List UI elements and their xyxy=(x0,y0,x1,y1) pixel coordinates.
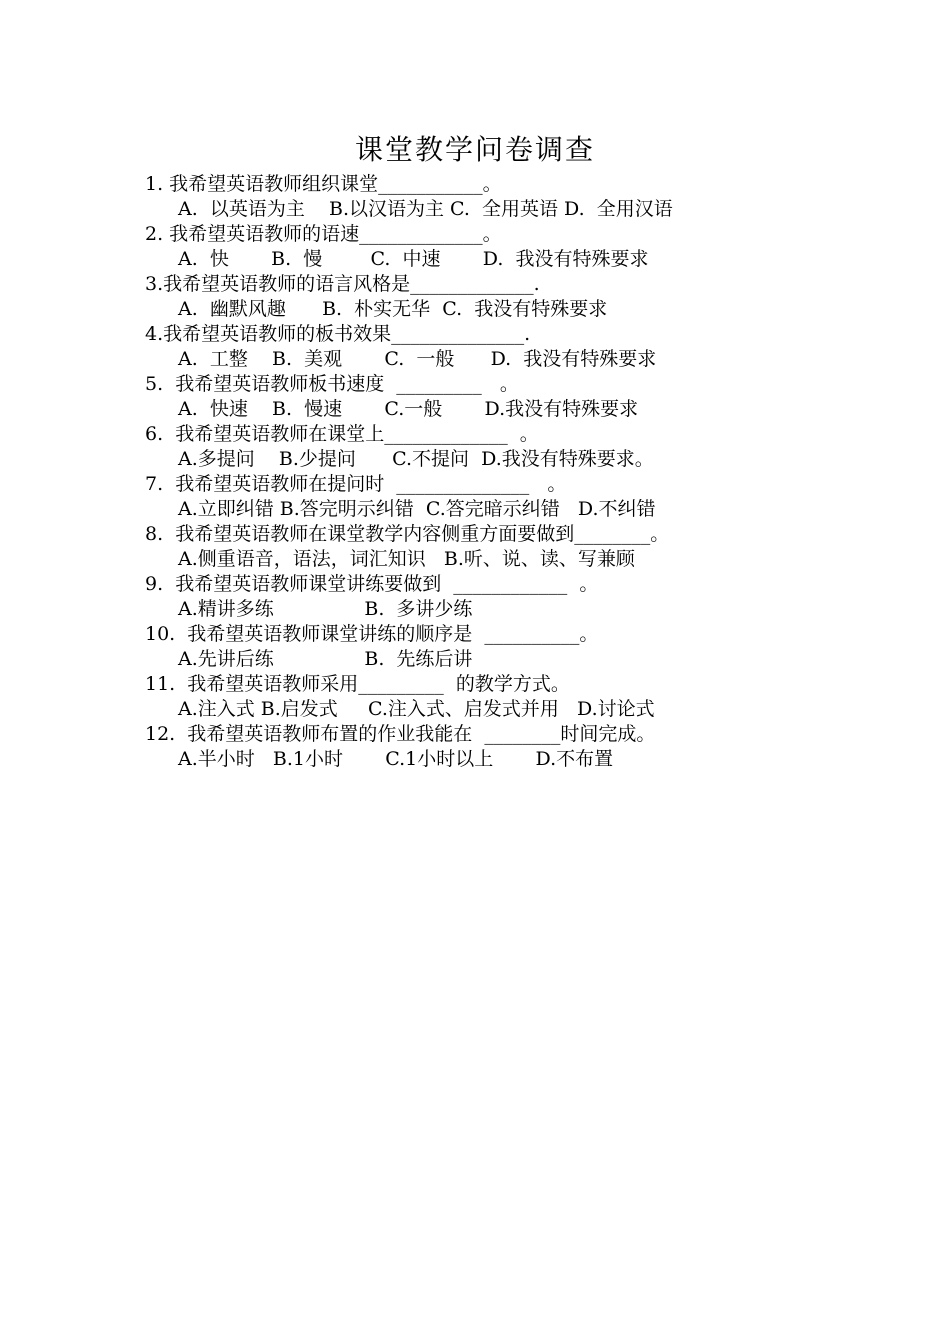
question-options: A. 快 B. 慢 C. 中速 D. 我没有特殊要求 xyxy=(178,248,649,270)
question-options: A.多提问 B.少提问 C.不提问 D.我没有特殊要求。 xyxy=(178,448,654,470)
question-stem: 8. 我希望英语教师在课堂教学内容侧重方面要做到________。 xyxy=(145,523,670,545)
question-stem: 12. 我希望英语教师布置的作业我能在 ________时间完成。 xyxy=(145,723,656,745)
document-title: 课堂教学问卷调查 xyxy=(354,133,595,166)
question-options: A. 幽默风趣 B. 朴实无华 C. 我没有特殊要求 xyxy=(178,298,608,320)
question-stem: 6. 我希望英语教师在课堂上_____________ 。 xyxy=(145,423,539,445)
question-options: A.立即纠错 B.答完明示纠错 C.答完暗示纠错 D.不纠错 xyxy=(178,498,656,520)
question-stem: 2. 我希望英语教师的语速_____________。 xyxy=(145,223,502,245)
question-options: A.先讲后练 B. 先练后讲 xyxy=(178,648,473,670)
question-options: A. 快速 B. 慢速 C.一般 D.我没有特殊要求 xyxy=(178,398,639,420)
question-options: A.注入式 B.启发式 C.注入式、启发式并用 D.讨论式 xyxy=(178,698,655,720)
question-options: A. 工整 B. 美观 C. 一般 D. 我没有特殊要求 xyxy=(178,348,657,370)
question-stem: 1. 我希望英语教师组织课堂___________。 xyxy=(145,173,502,195)
question-stem: 3.我希望英语教师的语言风格是_____________. xyxy=(145,273,540,295)
question-stem: 4.我希望英语教师的板书效果______________. xyxy=(145,323,531,345)
question-stem: 11. 我希望英语教师采用_________ 的教学方式。 xyxy=(145,673,570,695)
question-stem: 10. 我希望英语教师课堂讲练的顺序是 __________。 xyxy=(145,623,599,645)
question-options: A.侧重语音，语法，词汇知识 B.听、说、读、写兼顾 xyxy=(178,548,635,570)
question-stem: 9. 我希望英语教师课堂讲练要做到 ____________ 。 xyxy=(145,573,599,595)
question-options: A. 以英语为主 B.以汉语为主 C. 全用英语 D. 全用汉语 xyxy=(178,198,673,220)
question-options: A.半小时 B.1小时 C.1小时以上 D.不布置 xyxy=(178,748,614,770)
question-stem: 7. 我希望英语教师在提问时 ______________ 。 xyxy=(145,473,567,495)
question-stem: 5. 我希望英语教师板书速度 _________ 。 xyxy=(145,373,519,395)
question-options: A.精讲多练 B. 多讲少练 xyxy=(178,598,473,620)
question-list xyxy=(145,172,845,772)
